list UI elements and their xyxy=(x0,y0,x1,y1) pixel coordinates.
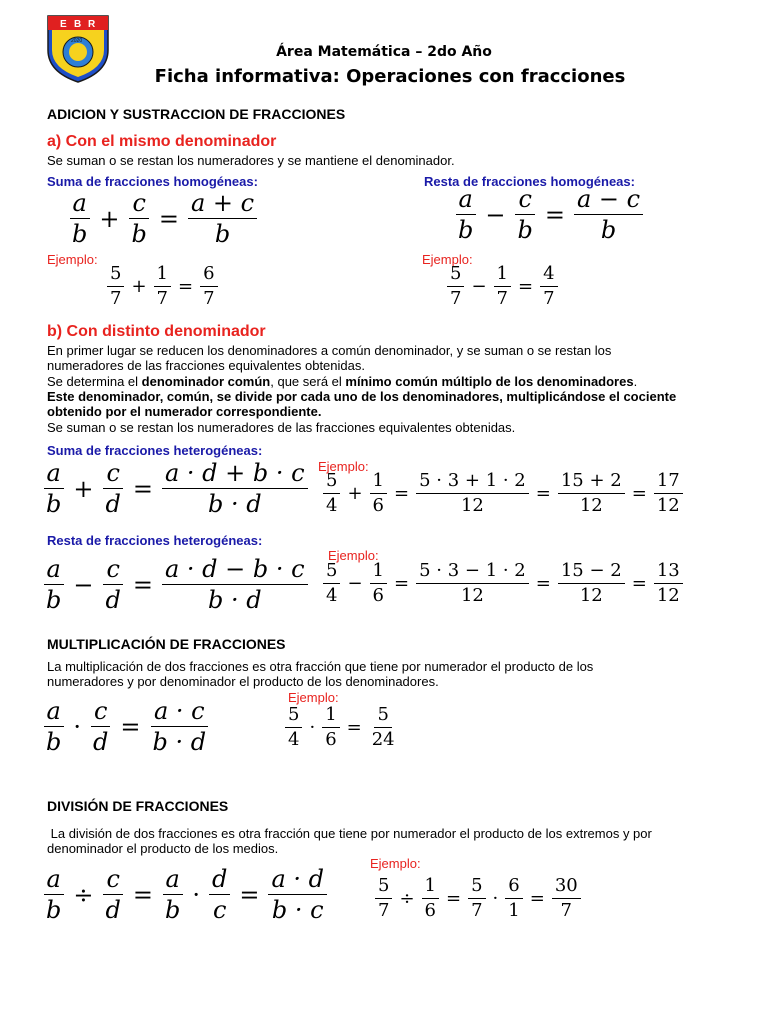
label-ejemplo-resta-homo: Ejemplo: xyxy=(422,252,473,267)
label-ejemplo-suma-hetero: Ejemplo: xyxy=(318,459,369,474)
label-suma-homogeneas: Suma de fracciones homogéneas: xyxy=(47,174,258,189)
formula-resta-heterogeneas: $\frac{a}{b}$ − $\frac{c}{d}$ = $\frac{a \cdot d - b \cdot c}{b \cdot d}$ xyxy=(40,556,311,614)
svg-text:R: R xyxy=(88,19,96,30)
page-title: Ficha informativa: Operaciones con fracciones xyxy=(154,66,626,87)
multiplicacion-desc: La multiplicación de dos fracciones es otra fracción que tiene por numerador el producto de los numeradores y por denominador el producto de los denominadores. xyxy=(47,659,594,689)
subsection-b-p1: En primer lugar se reducen los denominadores a común denominador, y se suman o se restan los numeradores de las fracciones equivalentes obtenidas. xyxy=(47,343,612,373)
label-suma-heterogeneas: Suma de fracciones heterogéneas: xyxy=(47,443,263,458)
subsection-title-a: a) Con el mismo denominador xyxy=(47,133,277,150)
formula-suma-heterogeneas: $\frac{a}{b}$ + $\frac{c}{d}$ = $\frac{a \cdot d + b \cdot c}{b \cdot d}$ xyxy=(40,460,311,518)
label-ejemplo-suma-homo: Ejemplo: xyxy=(47,252,98,267)
section-title-division: DIVISIÓN DE FRACCIONES xyxy=(47,798,229,814)
formula-multiplicacion: $\frac{a}{b}$ · $\frac{c}{d}$ = $\frac{a \cdot c}{b \cdot d}$ xyxy=(40,698,212,756)
svg-text:B: B xyxy=(74,19,82,30)
svg-text:2020: 2020 xyxy=(71,38,83,44)
example-suma-heterogeneas: $\frac{5}{4}$ + $\frac{1}{6}$ = $\frac{5 \cdot 3 + 1 \cdot 2}{12}$ = $\frac{15 + 2}{12}$ = $\frac{17}{12}$ xyxy=(320,471,686,516)
subsection-b-p4: Se suman o se restan los numeradores de las fracciones equivalentes obtenidas. xyxy=(47,420,516,435)
label-ejemplo-division: Ejemplo: xyxy=(370,856,421,871)
formula-resta-homogeneas: $\frac{a}{b}$ − $\frac{c}{b}$ = $\frac{a - c}{b}$ xyxy=(452,186,646,244)
subsection-b-p3: Este denominador, común, se divide por cada uno de los denominadores, multiplicándose el cociente obtenido por el numerador correspondiente. xyxy=(47,389,677,419)
label-ejemplo-multiplicacion: Ejemplo: xyxy=(288,690,339,705)
example-division: $\frac{5}{7}$ ÷ $\frac{1}{6}$ = $\frac{5}{7}$ · $\frac{6}{1}$ = $\frac{30}{7}$ xyxy=(372,876,584,921)
label-ejemplo-resta-hetero: Ejemplo: xyxy=(328,548,379,563)
subsection-a-desc: Se suman o se restan los numeradores y se mantiene el denominador. xyxy=(47,153,455,168)
division-desc: La división de dos fracciones es otra fracción que tiene por numerador el producto de los extremos y por denominador el producto de los medios. xyxy=(47,826,656,856)
label-resta-homogeneas: Resta de fracciones homogéneas: xyxy=(424,174,635,189)
svg-text:E: E xyxy=(60,19,67,30)
formula-division: $\frac{a}{b}$ ÷ $\frac{c}{d}$ = $\frac{a}{b}$ · $\frac{d}{c}$ = $\frac{a \cdot d}{b \cdot c}$ xyxy=(40,866,330,924)
example-resta-homogeneas: $\frac{5}{7}$ − $\frac{1}{7}$ = $\frac{4}{7}$ xyxy=(444,264,561,309)
area-subtitle: Área Matemática – 2do Año xyxy=(276,44,492,60)
example-multiplicacion: $\frac{5}{4}$ · $\frac{1}{6}$ = $\frac{5}{24}$ xyxy=(282,705,401,750)
section-title-adicion: ADICION Y SUSTRACCION DE FRACCIONES xyxy=(47,106,346,122)
formula-suma-homogeneas: $\frac{a}{b}$ + $\frac{c}{b}$ = $\frac{a + c}{b}$ xyxy=(66,190,260,248)
example-suma-homogeneas: $\frac{5}{7}$ + $\frac{1}{7}$ = $\frac{6}{7}$ xyxy=(104,264,221,309)
label-resta-heterogeneas: Resta de fracciones heterogéneas: xyxy=(47,533,263,548)
section-title-multiplicacion: MULTIPLICACIÓN DE FRACCIONES xyxy=(47,636,286,652)
example-resta-heterogeneas: $\frac{5}{4}$ − $\frac{1}{6}$ = $\frac{5 \cdot 3 - 1 \cdot 2}{12}$ = $\frac{15 - 2}{12}$ = $\frac{13}{12}$ xyxy=(320,561,686,606)
subsection-b-p2: Se determina el denominador común, que será el mínimo común múltiplo de los denominadores. xyxy=(47,374,638,389)
subsection-title-b: b) Con distinto denominador xyxy=(47,323,266,340)
